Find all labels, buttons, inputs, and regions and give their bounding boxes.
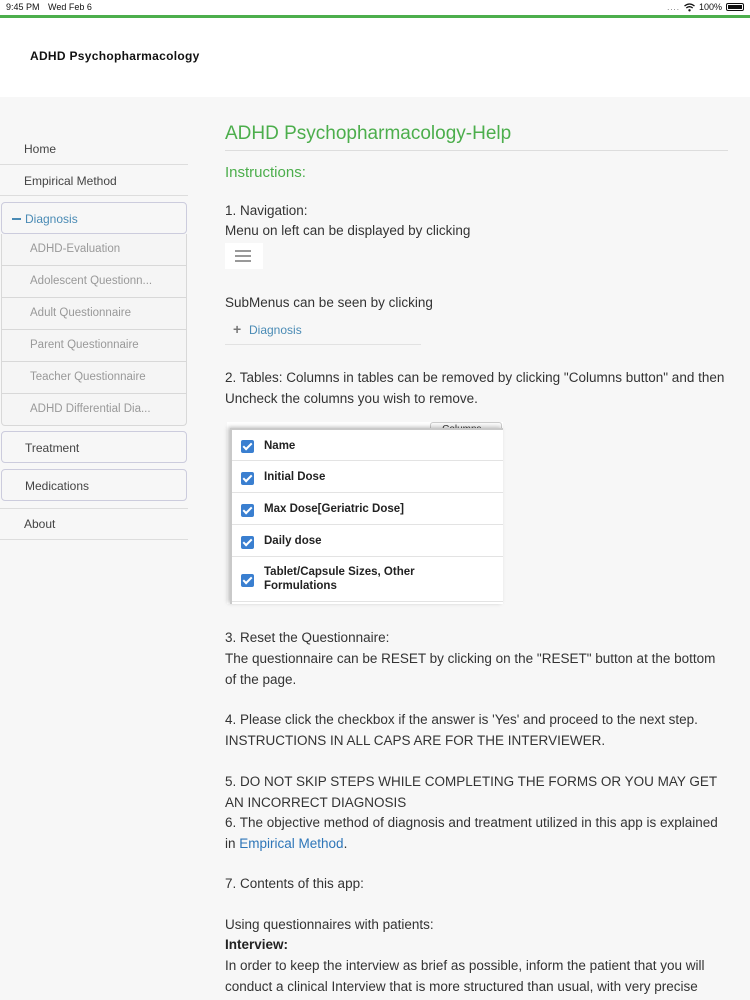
- sidebar-item-home[interactable]: [0, 142, 188, 162]
- sidebar-item-label: About: [24, 517, 56, 531]
- sidebar-item-about[interactable]: [0, 517, 188, 537]
- checkbox-checked-icon: [241, 472, 254, 485]
- sidebar-subitem-label: Parent Questionnaire: [30, 339, 139, 351]
- sidebar-subitem-label: ADHD Differential Dia...: [30, 403, 151, 415]
- app-title: ADHD Psychopharmacology: [30, 49, 200, 63]
- sidebar-subitem-label: Adult Questionnaire: [30, 307, 132, 319]
- sidebar: [0, 97, 188, 1000]
- step6-text: [225, 813, 730, 854]
- status-time: 9:45 PM: [6, 2, 40, 12]
- status-bar: [0, 0, 750, 15]
- wifi-icon: [684, 3, 695, 12]
- columns-example-image: [227, 422, 503, 604]
- sidebar-subitem-label: ADHD-Evaluation: [30, 243, 121, 255]
- interview-text: In order to keep the interview as brief as possible, inform the patient that you will conduct a clinical Interview that is more structured than usual, with very precise: [225, 958, 705, 994]
- sidebar-item-empirical-method[interactable]: [0, 174, 188, 194]
- submenu-example-label: Diagnosis: [249, 323, 302, 337]
- sidebar-subitem-label: Adolescent Questionn...: [30, 275, 153, 287]
- sidebar-item-medications[interactable]: [1, 469, 187, 501]
- tables-text: 2. Tables: Columns in tables can be removed by clicking "Columns button" and then Uncheck the columns you wish to remove.: [225, 370, 725, 406]
- step6-prefix: 6. The objective method of diagnosis and treatment utilized in this app is explained in: [225, 815, 718, 851]
- sidebar-item-diagnosis[interactable]: [1, 202, 187, 234]
- sidebar-subitem-adult-questionnaire[interactable]: [1, 298, 187, 330]
- plus-icon: +: [233, 321, 242, 337]
- signal-icon: ....: [667, 2, 680, 12]
- step4-caps-text: INSTRUCTIONS IN ALL CAPS ARE FOR THE INTERVIEWER.: [225, 733, 606, 748]
- step4-text: 4. Please click the checkbox if the answer is 'Yes' and proceed to the next step.: [225, 712, 698, 727]
- battery-percent: 100%: [698, 2, 722, 12]
- divider: [225, 150, 728, 151]
- column-option-label: Max Dose[Geriatric Dose]: [264, 503, 404, 515]
- step7-text: 7. Contents of this app:: [225, 876, 364, 891]
- app-header: [0, 18, 750, 97]
- column-option-label: Name: [264, 440, 296, 452]
- sidebar-subitem-adhd-differential-diagnosis[interactable]: [1, 394, 187, 426]
- collapse-minus-icon: [12, 218, 21, 220]
- interview-heading: Interview:: [225, 937, 289, 952]
- checkbox-checked-icon: [241, 504, 254, 517]
- sidebar-item-treatment[interactable]: [1, 431, 187, 463]
- column-option: [232, 461, 503, 493]
- reset-text: The questionnaire can be RESET by clicking on the "RESET" button at the bottom of the page.: [225, 651, 716, 687]
- column-option-label: Initial Dose: [264, 471, 326, 483]
- instructions-heading: Instructions:: [225, 164, 306, 181]
- sidebar-subitem-label: Teacher Questionnaire: [30, 371, 146, 383]
- battery-icon: [726, 3, 744, 11]
- column-option: [232, 557, 503, 602]
- divider: [0, 539, 188, 540]
- column-option-label: Daily dose: [264, 535, 322, 547]
- empirical-method-link[interactable]: Empirical Method: [239, 835, 344, 851]
- sidebar-item-label: Diagnosis: [25, 212, 78, 226]
- sidebar-subitem-teacher-questionnaire[interactable]: [1, 362, 187, 394]
- columns-panel: [230, 428, 503, 604]
- sidebar-item-label: Treatment: [25, 441, 80, 455]
- column-option: [232, 493, 503, 525]
- using-questionnaires-text: Using questionnaires with patients:: [225, 917, 434, 932]
- submenu-example: [225, 319, 421, 345]
- menu-icon: [225, 243, 263, 269]
- submenu-text: SubMenus can be seen by clicking: [225, 295, 433, 310]
- column-option: [232, 525, 503, 557]
- step5-text: 5. DO NOT SKIP STEPS WHILE COMPLETING THE FORMS OR YOU MAY GET AN INCORRECT DIAGNOSIS: [225, 774, 717, 810]
- reset-heading: 3. Reset the Questionnaire:: [225, 630, 390, 645]
- sidebar-subitem-adolescent-questionnaire[interactable]: [1, 266, 187, 298]
- page-title: ADHD Psychopharmacology-Help: [225, 123, 512, 144]
- sidebar-item-label: Home: [24, 142, 57, 156]
- status-right: [667, 2, 744, 12]
- sidebar-item-label: Empirical Method: [24, 174, 117, 188]
- checkbox-checked-icon: [241, 440, 254, 453]
- sidebar-item-label: Medications: [25, 479, 90, 493]
- step6-suffix: .: [343, 835, 348, 851]
- sidebar-subitem-adhd-evaluation[interactable]: [1, 234, 187, 266]
- column-option: [232, 430, 503, 461]
- divider: [0, 164, 188, 165]
- navigation-text: Menu on left can be displayed by clicking: [225, 223, 471, 238]
- divider: [0, 195, 188, 196]
- status-date: Wed Feb 6: [48, 2, 92, 12]
- checkbox-checked-icon: [241, 574, 254, 587]
- divider: [0, 508, 188, 509]
- navigation-heading: 1. Navigation:: [225, 203, 308, 218]
- sidebar-subitem-parent-questionnaire[interactable]: [1, 330, 187, 362]
- checkbox-checked-icon: [241, 536, 254, 549]
- column-option-label: Tablet/Capsule Sizes, Other Formulations: [264, 566, 415, 592]
